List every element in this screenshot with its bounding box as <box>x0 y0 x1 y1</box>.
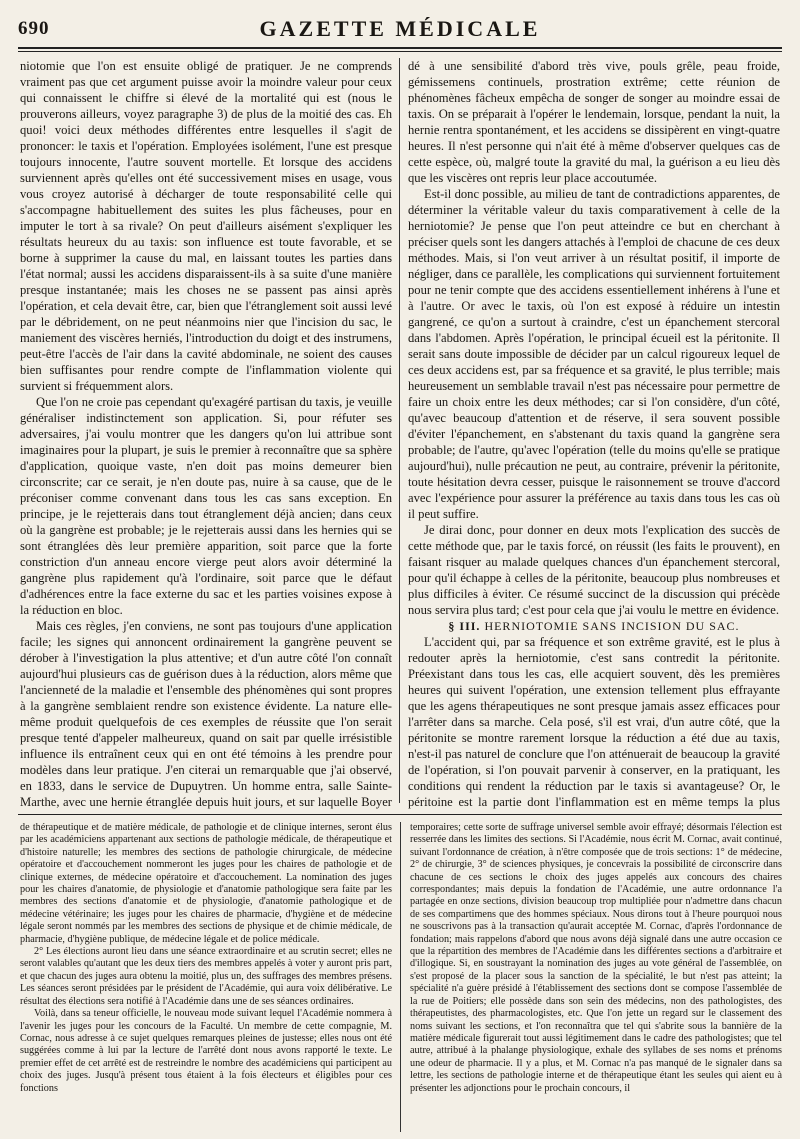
article-column-right <box>408 58 780 810</box>
feuilleton-divider <box>400 822 401 1132</box>
section-title: HERNIOTOMIE SANS INCISION DU SAC. <box>484 619 740 633</box>
paragraph: Voilà, dans sa teneur officielle, le nouveau mode suivant lequel l'Académie nommera à l'avenir les juges pour les concours de la Faculté. Un membre de cette compagnie, M. Cornac, nous adresse à ce sujet quelques remarques pleines de justesse; elles nous ont été suggérées comme à lui par la lecture de l'arrêté dont nous avons rapporté le texte. Le premier effet de cet arrêté est de restreindre le nombre des académiciens qui participent au choix des juges. Jusqu'à présent tous étaient à la fois électeurs et éligibles pour ces fonctions <box>20 1008 392 1094</box>
column-divider <box>399 58 400 803</box>
page-number: 690 <box>18 18 50 39</box>
feuilleton-separator <box>18 814 782 815</box>
header-rule <box>18 47 782 49</box>
paragraph: Je dirai donc, pour donner en deux mots l'explication des succès de cette méthode que, par le taxis forcé, on réussit (les faits le prouvent), en faisant risquer au malade quelques chances d'un épanchement stercoral, pour qu'il échappe à celles de la péritonite, beaucoup plus nombreuses et plus difficiles à éviter. Ce résumé succinct de la discussion qui précède nous servira plus tard; c'est pour cela que j'ai voulu le mettre en évidence. <box>408 523 780 617</box>
feuilleton-column-left <box>20 822 392 1134</box>
section-numeral: § III. <box>448 619 481 633</box>
masthead-title: GAZETTE MÉDICALE <box>259 16 541 41</box>
page-header <box>18 16 782 42</box>
feuilleton-column-right <box>410 822 782 1134</box>
article-column-left <box>20 58 392 810</box>
paragraph: temporaires; cette sorte de suffrage universel semble avoir effrayé; désormais l'élection est resserrée dans les limites des sections. Si l'Académie, nous écrit M. Cornac, avait continué, suivant l'ordonnance de création, à n'être composée que de trois sections: 1° de médecine, 2° de chirurgie, 3° de sciences physiques, je concevrais la possibilité de circonscrire dans chacune de ces sections le choix des juges appelés aux concours des chaires correspondantes; mais depuis la fondation de l'Académie, une autre ordonnance l'a partagée en onze sections, division beaucoup trop multipliée pour n'admettre dans chacun de ses compartimens que des hommes spéciaux. Nous dirons tout à l'heure pourquoi nous ne souscrivons pas à la transaction qu'aurait acceptée M. Cornac, d'après l'ordonnance de fondation; mais rappelons d'abord que nous avons déjà signalé dans une autre occasion ce que la répartition des membres de l'Académie dans les différentes sections a d'arbitraire et d'illogique. Si, en soustrayant la nomination des juges au vote général de l'assemblée, on s'est proposé de la placer sous la sanction de la spécialité, le but n'est pas atteint; la spécialité n'a guère présidé à l'établissement des sections dont se compose l'assemblée de la rue de Poitiers; elle possède dans son sein des médecins, non des pathologistes, des thérapeutistes, des pharmacologistes, etc. Que l'on jette un regard sur le classement des noms suivant les sections, et l'on reconnaîtra que tel qui s'abrite sous la bannière de la matière médicale figurerait tout aussi légitimement dans le cadre des pathologistes; que tel autre, attribué à la phalange physiologique, exhale des syllabes de ses noms et prénoms une odeur de pharmacie. Il y a plus, et M. Cornac n'a pas manqué de le signaler dans sa lettre, les sections de pathologie interne et de thérapeutique étant les seules qui aient eu à présenter les adjonctions pour le prochain concours, il <box>410 822 782 1094</box>
paragraph: L'accident qui, par sa fréquence et son extrême gravité, est le plus à redouter après la herniotomie, c'est sans contredit la péritonite. Préexistant dans tous les cas, elle acquiert souvent, dès les premières heures qui suivent l'opération, une extension tellement plus effrayante que les agens thérapeutiques ne sont presque jamais assez efficaces pour l'arrêter dans sa marche. Cela posé, s'il est vrai, d'un autre côté, que la péritonite se montre rarement lorsque la réduction a été due au taxis, n'est-il pas naturel de conclure que l'on atténuerait de beaucoup la gravité de l'opération, si l'on pouvait parvenir à conserver, en la pratiquant, les conditions qui rendent la réduction par le taxis si avantageuse? Or, le péritoine est la partie dont l'inflammation est en même temps la plus <box>408 635 780 809</box>
section-heading <box>408 618 780 634</box>
paragraph: de thérapeutique et de matière médicale, de pathologie et de clinique internes, seront élus par les académiciens appartenant aux sections de pathologie médicale, de thérapeutique et d'histoire naturelle; les membres des sections de pathologie chirurgicale, de médecine opératoire et d'accouchement nommeront les juges pour les chaires de pathologie et de clinique externes, de médecine opératoire et d'accouchement. La nomination des juges pour les chaires d'anatomie, de physiologie et d'anatomie pathologique sera faite par les membres des sections d'anatomie et de physiologie, d'anatomie pathologique et de médecine vétérinaire; les juges pour les chaires de pharmacie, d'hygiène et de médecine légale seront nommés par les membres des sections de physique et de chimie médicale, de pharmacie, d'hygiène publique, de médecine légale et de police médicale. <box>20 822 392 945</box>
paragraph: dé à une sensibilité d'abord très vive, pouls grêle, peau froide, gémissemens continuels, prostration extrême; cette réunion de phénomènes fâcheux empêcha de songer de songer au moindre essai de taxis. On se préparait à l'opérer le lendemain, lorsque, pendant la nuit, la hernie rentra spontanément, et les accidens se dissipèrent en vingt-quatre heures. Il n'est personne qui n'ait été à même d'observer quelques cas de cette espèce, où, malgré toute la gravité du mal, la guérison a eu lieu dès que les viscères ont repris leur place accoutumée. <box>408 59 780 185</box>
paragraph: 2° Les élections auront lieu dans une séance extraordinaire et au scrutin secret; elles ne seront valables qu'autant que les deux tiers des membres appelés à voter y auront pris part, et que chacun des juges aura obtenu la moitié, plus un, des suffrages des membres présens. Les séances seront présidées par le président de l'Académie, qui aura voix délibérative. Le résultat des élections sera notifié à l'Académie dans une de ses séances ordinaires. <box>20 946 392 1007</box>
header-rule-thin <box>18 51 782 52</box>
paragraph: Mais ces règles, j'en conviens, ne sont pas toujours d'une application facile; les signes qui annoncent ordinairement la gangrène peuvent se dérober à l'investigation la plus attentive; et d'un autre côté l'on connaît aujourd'hui plusieurs cas de guérison dues à la réduction, alors même que l'ancienneté de la maladie et l'ensemble des phénomènes qui sont propres à la gangrène semblaient rendre son existence évidente. La nature elle-même produit quelquefois de ces exemples de réussite que l'on serait presque tenté d'appeler malheureux, quand on sait par quelle irrésistible influence ils entraînent ceux qui en ont été témoins à les prendre pour modèles dans leur pratique. J'en citerai un remarquable que j'ai observé, en 1833, dans le service de Dupuytren. Un homme entra, salle Sainte-Marthe, avec une hernie étranglée depuis huit jours, et sur laquelle Boyer <box>20 619 392 809</box>
paragraph: Est-il donc possible, au milieu de tant de contradictions apparentes, de déterminer la véritable valeur du taxis comparativement à celle de la herniotomie? Je pense que l'on peut atteindre ce but en cherchant à préciser quels sont les dangers attachés à l'emploi de chacune de ces deux méthodes. Mais, si l'on veut arriver à un résultat positif, il importe de négliger, dans ce parallèle, les complications qui surviennent fortuitement pour ne tenir compte que des accidens essentiellement inhérens à l'une et à l'autre. Or avec le taxis, où l'on est exposé à réduire un intestin gangrené, ce qu'on a surtout à craindre, c'est un épanchement stercoral dans l'abdomen. Après l'opération, le principal écueil est la péritonite. Il serait sans doute impossible de décider par un calcul rigoureux lequel de ces deux accidens est, par sa fréquence et sa gravité, le plus terrible; mais heureusement un semblable travail n'est pas nécessaire pour permettre de faire un choix entre les deux méthodes; car si l'on considère, d'un côté, qu'avec beaucoup d'attention et de réserve, il sera souvent possible d'éviter l'épanchement, en s'abstenant du taxis quand la gangrène sera probable; de l'autre, qu'avec l'opération (telle du moins qu'elle se pratique aujourd'hui), nulle précaution ne peut, au contraire, prévenir la péritonite, toute hésitation devra cesser, puisque le raisonnement se trouve d'accord avec l'expérience pour assurer la préférence au taxis dans tous les cas où il peut suffire. <box>408 187 780 521</box>
paragraph: niotomie que l'on est ensuite obligé de pratiquer. Je ne comprends vraiment pas que cet argument puisse avoir la moindre valeur pour ceux qui connaissent le chiffre si élevé de la mortalité qui est (nous le prouverons ailleurs, voyez paragraphe 3) de plus de la moitié des cas. Eh quoi! voici deux méthodes différentes entre lesquelles il s'agit de prononcer: le taxis et l'opération. Employées isolément, l'une est presque toujours innocente, l'autre souvent mortelle. Et lorsque des accidens surviennent après qu'elles ont été successivement mises en usage, vous vous croyez autorisé à décharger de toute responsabilité celle qui s'accompagne habituellement des suites les plus fâcheuses, pour en imputer le tort à sa rivale? On peut d'ailleurs aisément s'expliquer les résultats heureux du au taxis: son influence est toute favorable, et se borne à supprimer la cause du mal, en laissant toutes les parties dans l'état normal; aussi les accidens disparaissent-ils à sa suite d'une manière presque instantanée; mais les choses ne se passent pas ainsi après l'opération, et cela devait être, car, bien que l'étranglement soit aussi levé par le débridement, on ne peut néanmoins nier que l'incision du sac, le maniement des viscères herniés, l'introduction du doigt et des instrumens, peut-être l'accès de l'air dans la cavité abdominale, ne soient des causes bien suffisantes pour rendre compte de l'inflammation violente qui survient si fréquemment alors. <box>20 59 392 393</box>
paragraph: Que l'on ne croie pas cependant qu'exagéré partisan du taxis, je veuille généraliser indistinctement son application. Si, pour réfuter ses adversaires, j'ai voulu montrer que les dangers qu'on lui attribue sont imaginaires pour la plupart, je suis le premier à reconnaître que sa sphère d'application, quoique vaste, n'en doit pas moins demeurer bien circonscrite; car ce serait, je n'en doute pas, nuire à sa cause, que de le préconiser comme convenant dans tous les cas sans exception. En principe, je le rejetterais dans tout étranglement déjà ancien; dans ceux où la gangrène est probable; je le rejetterais aussi dans les hernies qui se sont étranglées dès leur première apparition, soit parce que la forte constriction d'un anneau encore vierge peut alors avoir déterminé la gangrène plus rapidement qu'à l'ordinaire, soit parce que le défaut d'adhérences entre la face externe du sac et les parties voisines expose à la réduction en bloc. <box>20 395 392 617</box>
